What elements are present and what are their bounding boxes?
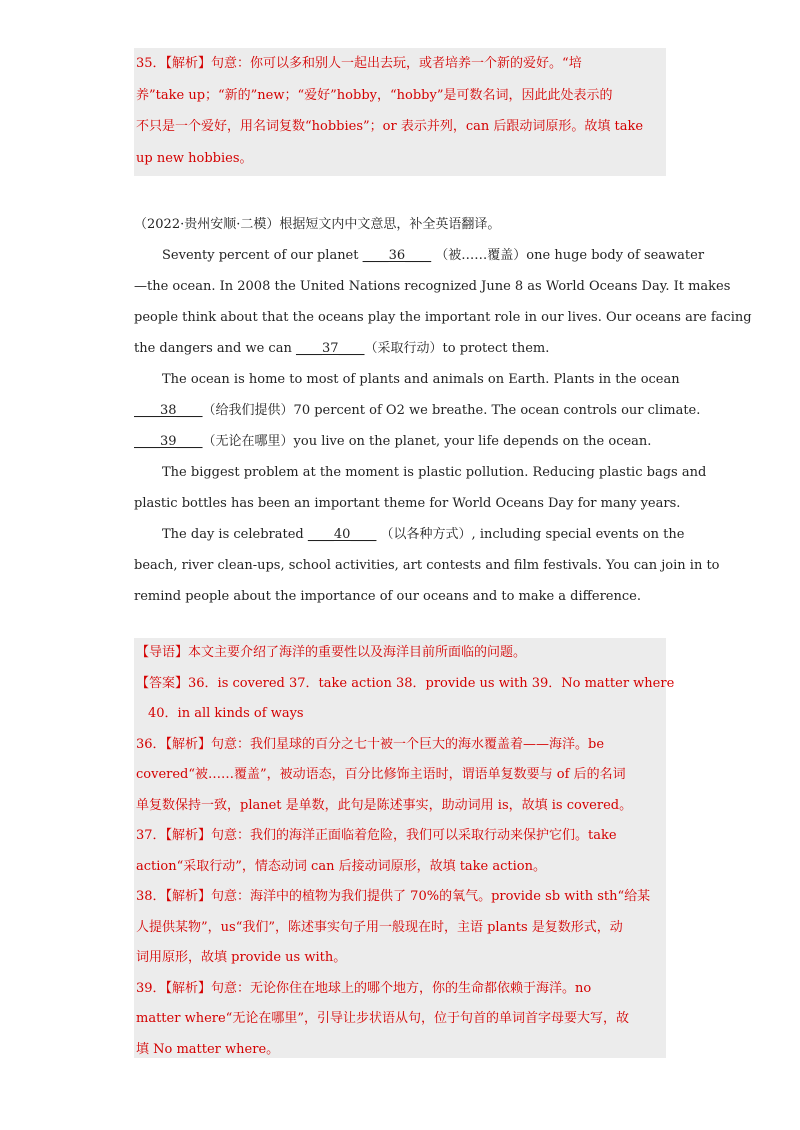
passage-line: —the ocean. In 2008 the United Nations recognized June 8 as World Oceans Day. It makes: [134, 279, 731, 294]
analysis-line: 填 No matter where。: [136, 1041, 280, 1057]
analysis-line: matter where“无论在哪里”，引导让步状语从句，位于句首的单词首字母要大写，故: [136, 1011, 629, 1026]
passage-line: [134, 395, 701, 426]
analysis-line: 【导语】本文主要介绍了海洋的重要性以及海洋目前所面临的问题。: [136, 645, 527, 660]
analysis-line: 人提供某物”，us“我们”，陈述事实句子用一般现在时，主语 plants 是复数形式，动: [136, 919, 623, 935]
passage-line: [134, 333, 674, 364]
analysis-line: 40．in all kinds of ways: [148, 706, 304, 721]
answer-analysis-box: [134, 638, 675, 1058]
analysis-line: 【答案】36．is covered 37．take action 38．provide us with 39．No matter where: [136, 675, 675, 691]
passage-text: （被……覆盖）one huge body of seawater: [431, 248, 705, 263]
q35-line-3: 不只是一个爱好，用名词复数“hobbies”；or 表示并列，can 后跟动词原形。故填 take: [136, 119, 644, 134]
q35-line-1: 35．【解析】句意：你可以多和别人一起出去玩，或者培养一个新的爱好。“培: [136, 56, 582, 71]
reading-passage: [134, 209, 752, 612]
blank-36: ____36____: [362, 248, 432, 263]
passage-line: remind people about the importance of our oceans and to make a difference.: [134, 589, 641, 604]
passage-source: （2022·贵州安顺·二模）根据短文内中文意思，补全英语翻译。: [134, 217, 501, 232]
passage-text: （无论在哪里）you live on the planet, your life depends on the ocean.: [202, 434, 652, 449]
blank-38: ____38____: [134, 403, 203, 418]
analysis-line: 39．【解析】句意：无论你住在地球上的哪个地方，你的生命都依赖于海洋。no: [136, 980, 592, 996]
passage-line: The ocean is home to most of plants and animals on Earth. Plants in the ocean: [162, 372, 680, 387]
blank-39: ____39____: [134, 434, 203, 449]
blank-37: ____37____: [295, 341, 365, 356]
analysis-line: 单复数保持一致，planet 是单数，此句是陈述事实，助动词用 is，故填 is covered。: [136, 797, 633, 813]
passage-line: The biggest problem at the moment is plastic pollution. Reducing plastic bags and: [162, 465, 707, 480]
analysis-line: 36．【解析】句意：我们星球的百分之七十被一个巨大的海水覆盖着——海洋。be: [136, 736, 605, 752]
analysis-line: 词用原形，故填 provide us with。: [136, 950, 347, 965]
passage-line: people think about that the oceans play the important role in our lives. Our oceans are facing: [134, 310, 752, 325]
passage-text: The day is celebrated: [162, 527, 308, 542]
blank-40: ____40____: [307, 527, 377, 542]
analysis-line: action“采取行动”，情态动词 can 后接动词原形，故填 take action。: [136, 858, 546, 874]
q35-line-4: up new hobbies。: [136, 150, 253, 166]
passage-text: （采取行动）to protect them.: [364, 341, 550, 356]
q35-analysis-box: [134, 48, 666, 176]
analysis-line: covered“被……覆盖”，被动语态，百分比修饰主语时，谓语单复数要与 of 后的名词: [136, 767, 626, 782]
passage-line: [134, 240, 705, 271]
passage-line: plastic bottles has been an important theme for World Oceans Day for many years.: [134, 496, 681, 511]
passage-text: the dangers and we can: [134, 341, 296, 356]
passage-text: （以各种方式）, including special events on the: [376, 527, 685, 542]
q35-line-2: 养”take up；“新的”new；“爱好”hobby，“hobby”是可数名词，因此此处表示的: [136, 87, 613, 103]
passage-line: [134, 519, 685, 550]
analysis-line: 38．【解析】句意：海洋中的植物为我们提供了 70%的氧气。provide sb with sth“给某: [136, 889, 651, 904]
passage-line: [134, 426, 674, 457]
passage-line: beach, river clean-ups, school activities, art contests and film festivals. You can join in to: [134, 558, 720, 573]
analysis-line: 37．【解析】句意：我们的海洋正面临着危险，我们可以采取行动来保护它们。take: [136, 828, 617, 843]
passage-text: Seventy percent of our planet: [162, 248, 363, 263]
passage-text: （给我们提供）70 percent of O2 we breathe. The ocean controls our climate.: [202, 403, 701, 418]
